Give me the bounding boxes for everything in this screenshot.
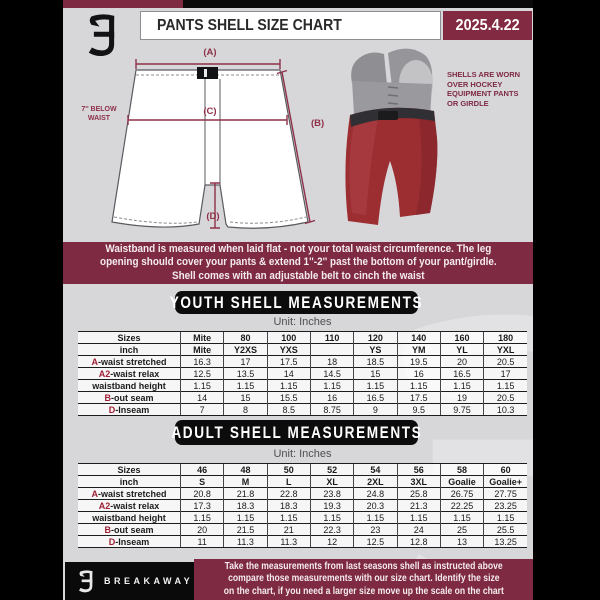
table-row <box>78 488 527 500</box>
table-cell: 15 <box>354 368 397 380</box>
table-row <box>78 536 527 548</box>
table-cell: 9.5 <box>397 404 440 416</box>
table-cell: L <box>267 476 310 488</box>
banner-line: Shell comes with an adjustable belt to cinch the waist <box>171 269 425 282</box>
table-cell: XL <box>310 476 353 488</box>
table-cell: 80 <box>224 332 267 344</box>
table-cell: 17 <box>224 356 267 368</box>
youth-measurements-table <box>78 331 527 416</box>
row-label: waistband height <box>78 380 181 392</box>
table-cell: 11 <box>181 536 224 548</box>
table-cell: 140 <box>397 332 440 344</box>
footer-instructions <box>194 559 533 600</box>
date-badge <box>443 11 532 40</box>
table-cell: 20 <box>440 356 483 368</box>
belt-buckle <box>204 69 207 77</box>
table-row <box>78 332 527 344</box>
row-label: inch <box>78 344 181 356</box>
table-cell: 23.8 <box>310 488 353 500</box>
table-cell: 1.15 <box>484 380 527 392</box>
table-cell: 20.5 <box>484 356 527 368</box>
table-cell: 16 <box>397 368 440 380</box>
table-cell: 1.15 <box>224 512 267 524</box>
table-cell: 1.15 <box>440 512 483 524</box>
row-label: D-Inseam <box>78 404 181 416</box>
table-cell: 12.5 <box>354 536 397 548</box>
table-cell: 11.3 <box>267 536 310 548</box>
below-waist-note: 7'' BELOW WAIST <box>81 106 117 122</box>
table-cell: 13.25 <box>484 536 527 548</box>
table-cell: 9.75 <box>440 404 483 416</box>
table-cell: 17.5 <box>267 356 310 368</box>
footer-line: Take the measurements from last seasons shell as instructed above <box>224 560 503 572</box>
table-cell: 46 <box>181 464 224 476</box>
table-cell: 14 <box>267 368 310 380</box>
table-cell: 1.15 <box>354 380 397 392</box>
breakaway-logo-icon <box>77 569 97 594</box>
table-cell: 22.8 <box>267 488 310 500</box>
row-label: Sizes <box>78 464 181 476</box>
banner-line: Waistband is measured when laid flat - not your total waist circumference. The leg <box>105 242 491 255</box>
table-cell: 12.5 <box>181 368 224 380</box>
page-title-box <box>140 11 441 40</box>
diagram-label-a: (A) <box>203 47 217 58</box>
table-row <box>78 404 527 416</box>
waistband-info-banner <box>63 242 533 284</box>
table-cell: 16 <box>310 392 353 404</box>
table-cell: 56 <box>397 464 440 476</box>
table-cell: 1.15 <box>181 380 224 392</box>
table-cell: S <box>181 476 224 488</box>
top-strip-black <box>183 0 533 8</box>
table-cell: 1.15 <box>354 512 397 524</box>
table-cell: 50 <box>267 464 310 476</box>
banner-line: opening should cover your pants & extend 1''-2'' past the bottom of your pant/girdle. <box>99 256 497 269</box>
table-cell: 1.15 <box>310 512 353 524</box>
table-cell: 16.3 <box>181 356 224 368</box>
table-cell: 8 <box>224 404 267 416</box>
table-cell: 3XL <box>397 476 440 488</box>
footer-line: on the chart, if you need a larger size move up the scale on the chart <box>223 585 504 597</box>
table-cell: 12 <box>310 536 353 548</box>
row-label: D-Inseam <box>78 536 181 548</box>
table-cell: 9 <box>354 404 397 416</box>
shell-usage-note: SHELLS ARE WORN OVER HOCKEY EQUIPMENT PANTS OR GIRDLE <box>447 70 521 108</box>
table-row <box>78 368 527 380</box>
row-label: A-waist stretched <box>78 356 181 368</box>
table-cell: 1.15 <box>397 512 440 524</box>
table-cell: 2XL <box>354 476 397 488</box>
table-cell: 100 <box>267 332 310 344</box>
table-row <box>78 356 527 368</box>
table-cell: 16.5 <box>354 392 397 404</box>
table-row <box>78 344 527 356</box>
table-cell: YXL <box>484 344 527 356</box>
table-cell: 25.5 <box>484 524 527 536</box>
table-cell: 25.8 <box>397 488 440 500</box>
table-cell: YS <box>354 344 397 356</box>
table-cell: 1.15 <box>484 512 527 524</box>
table-cell: 18.5 <box>354 356 397 368</box>
table-cell: 17.3 <box>181 500 224 512</box>
belt <box>197 67 218 79</box>
table-cell: 19.5 <box>397 356 440 368</box>
table-cell: 58 <box>440 464 483 476</box>
row-label: inch <box>78 476 181 488</box>
row-label: A2-waist relax <box>78 500 181 512</box>
table-cell: 18.3 <box>267 500 310 512</box>
table-cell: 8.5 <box>267 404 310 416</box>
table-cell: 14 <box>181 392 224 404</box>
row-label: Sizes <box>78 332 181 344</box>
table-cell: 180 <box>484 332 527 344</box>
table-cell: 21.5 <box>224 524 267 536</box>
table-cell: YL <box>440 344 483 356</box>
table-cell: 120 <box>354 332 397 344</box>
table-cell: 15.5 <box>267 392 310 404</box>
table-cell: 12.8 <box>397 536 440 548</box>
youth-unit-label: Unit: Inches <box>273 316 332 328</box>
table-cell: 27.75 <box>484 488 527 500</box>
table-row <box>78 524 527 536</box>
table-cell: 20.5 <box>484 392 527 404</box>
table-cell: 25 <box>440 524 483 536</box>
footer-brand-box <box>65 562 194 600</box>
table-cell: 26.75 <box>440 488 483 500</box>
brand-name: BREAKAWAY <box>104 576 194 586</box>
table-cell: 21.8 <box>224 488 267 500</box>
adult-section-heading: ADULT SHELL MEASUREMENTS <box>175 420 418 445</box>
table-cell: 54 <box>354 464 397 476</box>
table-row <box>78 476 527 488</box>
page-title: PANTS SHELL SIZE CHART <box>157 16 342 34</box>
row-label: A-waist stretched <box>78 488 181 500</box>
table-cell: 24 <box>397 524 440 536</box>
table-cell: 1.15 <box>181 512 224 524</box>
table-cell: 18 <box>310 356 353 368</box>
size-chart-flyer <box>63 0 533 600</box>
table-cell: 23.25 <box>484 500 527 512</box>
table-cell <box>310 344 353 356</box>
table-cell: Y2XS <box>224 344 267 356</box>
table-cell: Mite <box>181 344 224 356</box>
table-cell: 14.5 <box>310 368 353 380</box>
shorts-outline <box>112 70 308 228</box>
diagram-label-b: (B) <box>311 118 325 129</box>
table-cell: 22.25 <box>440 500 483 512</box>
table-cell: 13.5 <box>224 368 267 380</box>
table-cell: 52 <box>310 464 353 476</box>
table-cell: Goalie+ <box>484 476 527 488</box>
date-text: 2025.4.22 <box>455 16 520 34</box>
row-label: A2-waist relax <box>78 368 181 380</box>
table-cell: 1.15 <box>310 380 353 392</box>
table-row <box>78 380 527 392</box>
table-cell: 1.15 <box>440 380 483 392</box>
row-label: waistband height <box>78 512 181 524</box>
table-cell: 48 <box>224 464 267 476</box>
adult-unit-label: Unit: Inches <box>273 448 332 460</box>
table-cell: 15 <box>224 392 267 404</box>
table-cell: 18.3 <box>224 500 267 512</box>
table-cell: 19.3 <box>310 500 353 512</box>
table-cell: 24.8 <box>354 488 397 500</box>
table-row <box>78 464 527 476</box>
youth-section-heading: YOUTH SHELL MEASUREMENTS <box>175 291 418 314</box>
table-row <box>78 392 527 404</box>
diagram-label-c: (C) <box>203 106 217 117</box>
table-cell: 19 <box>440 392 483 404</box>
row-label: B-out seam <box>78 524 181 536</box>
table-cell: 23 <box>354 524 397 536</box>
table-cell: 20.3 <box>354 500 397 512</box>
table-cell: 21 <box>267 524 310 536</box>
table-cell: 1.15 <box>267 380 310 392</box>
table-cell: 20.8 <box>181 488 224 500</box>
table-cell: YM <box>397 344 440 356</box>
table-row <box>78 512 527 524</box>
table-cell: 60 <box>484 464 527 476</box>
table-cell: 10.3 <box>484 404 527 416</box>
table-row <box>78 500 527 512</box>
table-cell: 11.3 <box>224 536 267 548</box>
footer-line: compare those measurements with our size chart. Identify the size <box>227 573 500 585</box>
table-cell: 160 <box>440 332 483 344</box>
table-cell: 8.75 <box>310 404 353 416</box>
table-cell: 16.5 <box>440 368 483 380</box>
table-cell: YXS <box>267 344 310 356</box>
table-cell: 1.15 <box>224 380 267 392</box>
table-cell: Mite <box>181 332 224 344</box>
table-cell: 17.5 <box>397 392 440 404</box>
table-cell: 7 <box>181 404 224 416</box>
table-cell: M <box>224 476 267 488</box>
table-cell: 1.15 <box>267 512 310 524</box>
table-cell: 13 <box>440 536 483 548</box>
table-cell: 21.3 <box>397 500 440 512</box>
adult-measurements-table <box>78 463 527 548</box>
table-cell: 110 <box>310 332 353 344</box>
row-label: B-out seam <box>78 392 181 404</box>
shell-photo <box>338 43 453 238</box>
table-cell: 22.3 <box>310 524 353 536</box>
table-cell: Goalie <box>440 476 483 488</box>
diagram-label-d: (D) <box>206 211 220 222</box>
table-cell: 17 <box>484 368 527 380</box>
table-cell: 20 <box>181 524 224 536</box>
top-strip-maroon <box>63 0 183 8</box>
table-cell: 1.15 <box>397 380 440 392</box>
